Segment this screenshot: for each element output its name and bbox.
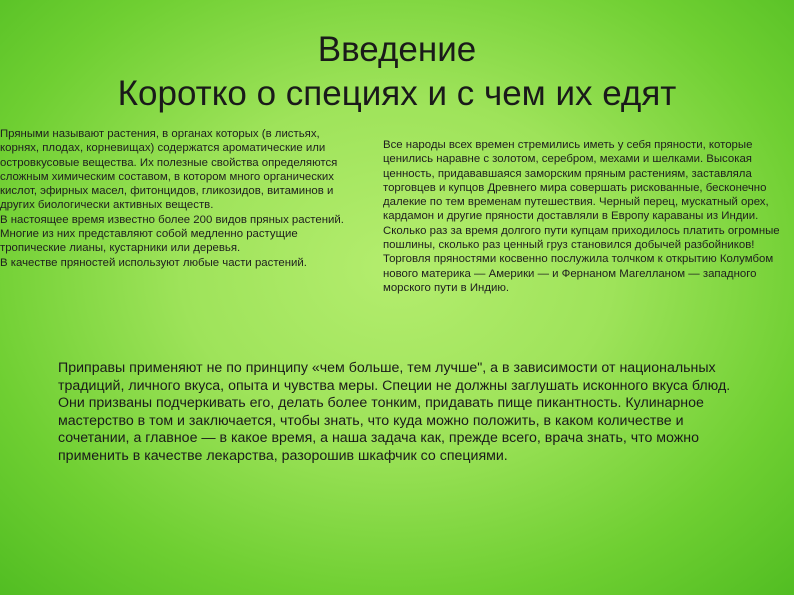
- left-paragraph-3: В качестве пряностей используют любые части растений.: [0, 256, 307, 269]
- right-paragraph-2: Торговля пряностями косвенно послужила толчком к открытию Колумбом нового материка — Америки — и Фернаном Магелланом — западного морского пути в Индию.: [383, 253, 774, 294]
- slide-title-line-1: Введение: [317, 30, 477, 69]
- bottom-paragraph: Приправы применяют не по принципу «чем больше, тем лучше", а в зависимости от национальных традиций, личного вкуса, опыта и чувства меры. Специи не должны заглушать исконного вкуса блюд. Они призваны подчеркивать его, делать более тонким, придавать пище пикантность. Кулинарное мастерство в том и заключается, чтобы знать, что куда можно положить, в каком количестве и сочетании, а главное — в какое время, а наша задача как, прежде всего, врача знать, что можно применить в качестве лекарства, разорошив шкафчик со специями.: [58, 360, 731, 464]
- slide-title-line-2: Коротко о специях и с чем их едят: [117, 74, 677, 113]
- bottom-text-block: [58, 360, 734, 466]
- right-paragraph-1: Все народы всех времен стремились иметь у себя пряности, которые ценились наравне с золотом, серебром, мехами и шелками. Высокая ценность, придававшаяся заморским пряным растениям, заставляла торговцев и купцов Древнего мира совершать рискованные, бесконечно далекие по тем временам путешествия. Черный перец, мускатный орех, кардамон и другие пряности доставляли в Европу караваны из Индии. Сколько раз за время долгого пути купцам приходилось платить огромные пошлины, сколько раз ценный груз становился добычей разбойников!: [383, 139, 780, 252]
- left-paragraph-2: В настоящее время известно более 200 видов пряных растений. Многие из них представляют собой медленно растущие тропические лианы, кустарники или деревья.: [0, 213, 344, 255]
- left-paragraph-1: Пряными называют растения, в органах которых (в листьях, корнях, плодах, корневищах) содержатся ароматические или островкусовые вещества. Их полезные свойства определяются сложным химическим составом, в котором много органических кислот, эфирных масел, фитонцидов, гликозидов, витаминов и других биологически активных веществ.: [0, 128, 338, 212]
- right-text-column: [383, 138, 788, 295]
- left-text-column: [0, 127, 358, 270]
- slide-title: [0, 28, 794, 116]
